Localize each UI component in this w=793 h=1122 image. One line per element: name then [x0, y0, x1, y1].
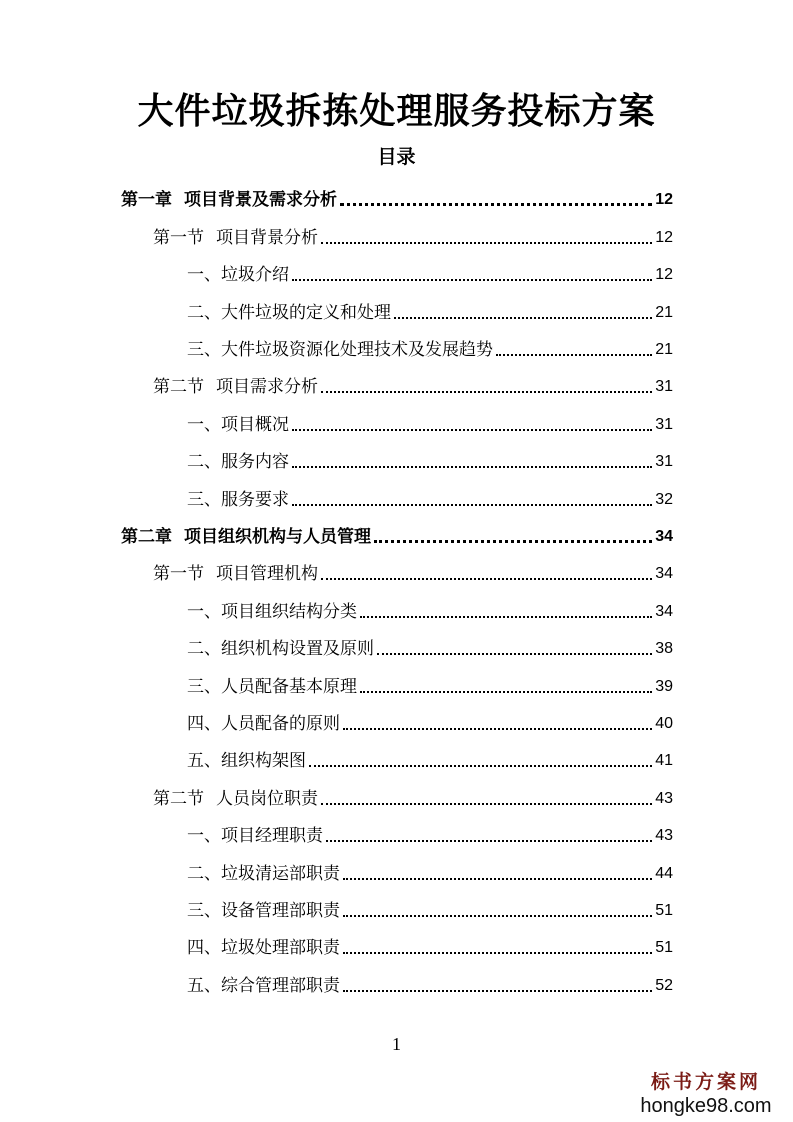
toc-entry[interactable] [187, 255, 673, 292]
toc-entry-page: 39 [655, 677, 673, 695]
toc-entry[interactable] [187, 330, 673, 367]
toc-entry-number: 二、 [187, 863, 221, 884]
toc-entry-label [187, 826, 323, 846]
toc-dot-leader [343, 878, 652, 880]
toc-entry-page: 34 [655, 527, 673, 545]
toc-dot-leader [340, 203, 652, 206]
toc-entry-text: 组织机构设置及原则 [221, 639, 374, 660]
toc-entry-text: 组织构架图 [221, 751, 306, 772]
toc-entry-text: 设备管理部职责 [221, 900, 340, 921]
toc-dot-leader [309, 765, 652, 767]
toc-entry[interactable] [153, 217, 673, 254]
toc-entry[interactable] [187, 928, 673, 965]
toc-entry-text: 大件垃圾的定义和处理 [221, 302, 391, 323]
toc-entry-page: 32 [655, 490, 673, 508]
toc-entry-label [187, 938, 340, 958]
toc-dot-leader [321, 578, 652, 580]
toc-dot-leader [292, 429, 652, 431]
toc-entry-number: 三、 [187, 676, 221, 697]
toc-entry-page: 40 [655, 714, 673, 732]
toc-entry-number: 三、 [187, 900, 221, 921]
toc-entry-number: 二、 [187, 302, 221, 323]
toc-entry-label [153, 377, 318, 397]
toc-entry-text: 垃圾处理部职责 [221, 938, 340, 959]
toc-entry[interactable] [187, 292, 673, 329]
toc-entry-text: 项目背景及需求分析 [184, 190, 337, 211]
watermark-name: 标书方案网 [650, 1071, 761, 1093]
toc-entry-number: 第一节 [153, 564, 204, 585]
toc-entry[interactable] [187, 666, 673, 703]
toc-entry-page: 43 [655, 827, 673, 845]
document-title: 大件垃圾拆拣处理服务投标方案 [137, 91, 656, 132]
toc-entry-label [187, 864, 340, 884]
toc-entry-number: 四、 [187, 938, 221, 959]
toc-entry-label [187, 415, 289, 435]
toc-entry-text: 人员配备的原则 [221, 713, 340, 734]
toc-entry-text: 项目组织结构分类 [221, 601, 357, 622]
toc-entry[interactable] [153, 778, 673, 815]
toc-entry-number: 一、 [187, 826, 221, 847]
toc-entry-text: 项目需求分析 [216, 377, 318, 398]
toc-entry[interactable] [187, 741, 673, 778]
toc-entry-page: 34 [655, 565, 673, 583]
toc-entry-number: 五、 [187, 975, 221, 996]
toc-entry-page: 51 [655, 939, 673, 957]
toc-dot-leader [374, 540, 652, 543]
toc-entry-label [187, 901, 340, 921]
toc-entry-number: 二、 [187, 639, 221, 660]
toc-dot-leader [343, 915, 652, 917]
toc-entry-page: 12 [655, 191, 673, 209]
toc-entry-text: 综合管理部职责 [221, 975, 340, 996]
toc-entry-page: 38 [655, 640, 673, 658]
toc-entry-label [187, 677, 357, 697]
toc-entry[interactable] [153, 367, 673, 404]
toc-entry-number: 四、 [187, 713, 221, 734]
toc-entry-page: 12 [655, 266, 673, 284]
toc-entry[interactable] [187, 442, 673, 479]
toc-entry-text: 项目概况 [221, 414, 289, 435]
toc-entry-label [121, 527, 371, 547]
toc-entry-page: 31 [655, 378, 673, 396]
toc-dot-leader [292, 279, 652, 281]
toc-entry[interactable] [187, 591, 673, 628]
toc-entry-text: 人员配备基本原理 [221, 676, 357, 697]
toc-entry-label [187, 452, 289, 472]
toc-entry[interactable] [187, 965, 673, 1002]
toc-entry-label [187, 976, 340, 996]
toc-entry-number: 五、 [187, 751, 221, 772]
watermark-url: hongke98.com [640, 1095, 772, 1117]
toc-entry-label [187, 303, 391, 323]
toc-entry-page: 31 [655, 415, 673, 433]
toc-dot-leader [321, 803, 652, 805]
toc-dot-leader [394, 317, 652, 319]
toc-entry-page: 44 [655, 864, 673, 882]
toc-dot-leader [360, 616, 652, 618]
toc-entry-label [153, 789, 318, 809]
toc-dot-leader [292, 504, 652, 506]
toc-entry-label [187, 714, 340, 734]
toc-dot-leader [496, 354, 652, 356]
toc-entry-number: 一、 [187, 601, 221, 622]
toc-entry-number: 第二节 [153, 377, 204, 398]
toc-entry-text: 服务内容 [221, 452, 289, 473]
toc-entry-label [187, 639, 374, 659]
toc-entry-page: 34 [655, 602, 673, 620]
toc-dot-leader [360, 691, 652, 693]
toc-entry[interactable] [187, 891, 673, 928]
page-number: 1 [392, 1034, 401, 1054]
toc-entry-text: 项目背景分析 [216, 227, 318, 248]
toc-entry-page: 41 [655, 752, 673, 770]
toc-dot-leader [343, 952, 652, 954]
toc-entry-text: 项目组织机构与人员管理 [184, 526, 371, 547]
toc-entry[interactable] [153, 554, 673, 591]
toc-entry-page: 51 [655, 901, 673, 919]
toc-entry-label [153, 564, 318, 584]
toc-entry-page: 12 [655, 228, 673, 246]
toc-entry-label [187, 751, 306, 771]
toc-dot-leader [343, 728, 652, 730]
toc-entry-number: 三、 [187, 489, 221, 510]
toc-entry-number: 三、 [187, 339, 221, 360]
toc-entry-page: 43 [655, 789, 673, 807]
toc-heading: 目录 [377, 146, 416, 168]
toc-dot-leader [326, 840, 652, 842]
toc-dot-leader [321, 242, 652, 244]
toc-entry-page: 21 [655, 303, 673, 321]
toc-entry[interactable] [187, 853, 673, 890]
toc-entry-number: 第二节 [153, 788, 204, 809]
toc-entry[interactable] [187, 704, 673, 741]
toc-entry-number: 第一章 [121, 190, 172, 211]
toc-entry-number: 二、 [187, 452, 221, 473]
toc-entry-text: 人员岗位职责 [216, 788, 318, 809]
toc-entry-page: 31 [655, 453, 673, 471]
toc-entry-label [153, 228, 318, 248]
toc-entry-label [187, 265, 289, 285]
toc-dot-leader [377, 653, 652, 655]
toc-entry-label [187, 490, 289, 510]
toc-entry-text: 项目管理机构 [216, 564, 318, 585]
toc-entry-number: 一、 [187, 414, 221, 435]
toc-dot-leader [343, 990, 652, 992]
toc-entry[interactable] [187, 479, 673, 516]
toc-entry-text: 项目经理职责 [221, 826, 323, 847]
toc-entry-page: 21 [655, 340, 673, 358]
toc-entry-label [187, 340, 493, 360]
toc-entry-label [121, 190, 337, 210]
toc-entry[interactable] [187, 629, 673, 666]
toc-entry[interactable] [187, 404, 673, 441]
toc-entry[interactable] [121, 517, 673, 554]
toc-entry-text: 大件垃圾资源化处理技术及发展趋势 [221, 339, 493, 360]
toc-entry-number: 第一节 [153, 227, 204, 248]
toc-entry[interactable] [121, 180, 673, 217]
toc-entry-number: 一、 [187, 265, 221, 286]
toc-dot-leader [321, 391, 652, 393]
toc-entry-page: 52 [655, 976, 673, 994]
toc-entry-label [187, 602, 357, 622]
toc-entry-text: 服务要求 [221, 489, 289, 510]
toc-dot-leader [292, 466, 652, 468]
toc-entry[interactable] [187, 816, 673, 853]
toc-entry-text: 垃圾清运部职责 [221, 863, 340, 884]
site-watermark [631, 1070, 781, 1118]
toc-entry-number: 第二章 [121, 526, 172, 547]
toc-entry-text: 垃圾介绍 [221, 265, 289, 286]
